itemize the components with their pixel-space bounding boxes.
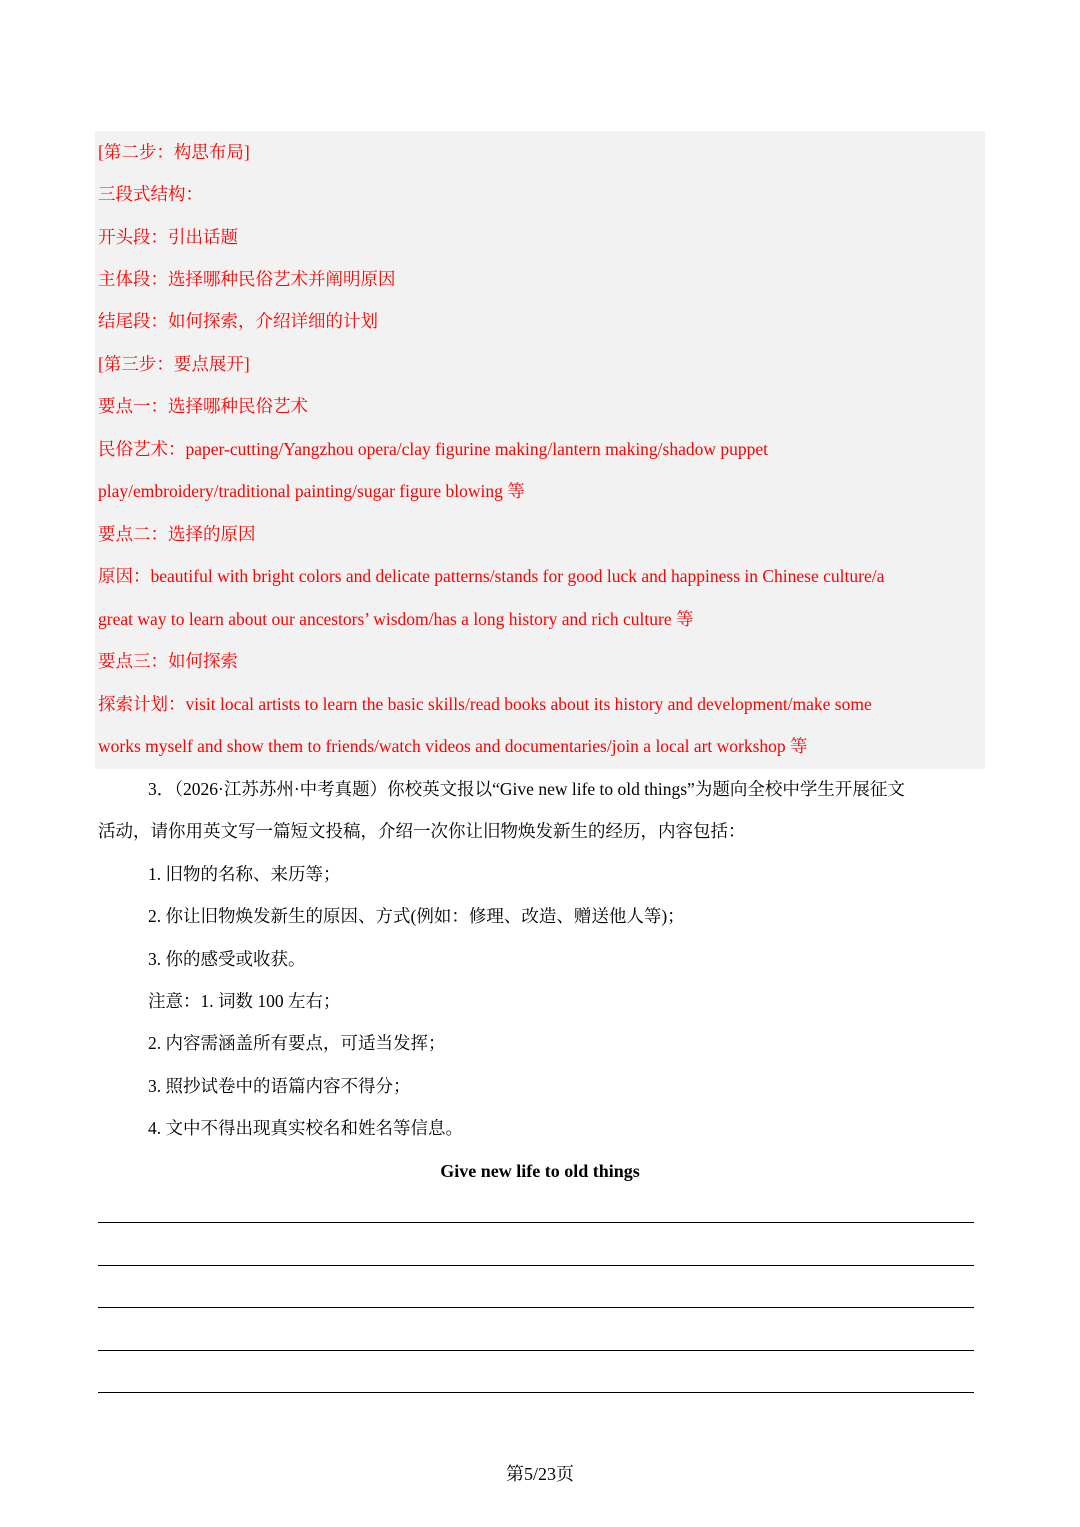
answer-line-folk-arts-cont: play/embroidery/traditional painting/sugar figure blowing 等 bbox=[98, 481, 525, 501]
answer-line-reasons: 原因：beautiful with bright colors and delicate patterns/stands for good luck and happiness in Chinese culture/a bbox=[98, 566, 885, 586]
question-intro-line1: 3．（2026·江苏苏州·中考真题）你校英文报以“Give new life to old things”为题向全校中学生开展征文 bbox=[148, 779, 905, 799]
answer-line-step2: [第二步：构思布局] bbox=[98, 142, 250, 162]
answer-line-step3: [第三步：要点展开] bbox=[98, 354, 250, 374]
writing-line bbox=[98, 1350, 974, 1351]
answer-line-point1: 要点一：选择哪种民俗艺术 bbox=[98, 396, 308, 416]
answer-line-folk-arts: 民俗艺术：paper-cutting/Yangzhou opera/clay figurine making/lantern making/shadow puppet bbox=[98, 439, 769, 459]
essay-title: Give new life to old things bbox=[440, 1161, 640, 1181]
answer-line-plan-cont: works myself and show them to friends/watch videos and documentaries/join a local art workshop 等 bbox=[98, 736, 808, 756]
answer-line-ending: 结尾段：如何探索，介绍详细的计划 bbox=[98, 311, 378, 331]
answer-line-opening: 开头段：引出话题 bbox=[98, 227, 238, 247]
answer-line-body: 主体段：选择哪种民俗艺术并阐明原因 bbox=[98, 269, 396, 289]
writing-line bbox=[98, 1222, 974, 1223]
question-item-1: 1. 旧物的名称、来历等； bbox=[148, 864, 341, 884]
question-note-2: 2. 内容需涵盖所有要点，可适当发挥； bbox=[148, 1033, 446, 1053]
writing-line bbox=[98, 1265, 974, 1266]
writing-line bbox=[98, 1307, 974, 1308]
question-item-3: 3. 你的感受或收获。 bbox=[148, 949, 306, 969]
answer-line-point2: 要点二：选择的原因 bbox=[98, 524, 256, 544]
question-intro-line2: 活动，请你用英文写一篇短文投稿，介绍一次你让旧物焕发新生的经历，内容包括： bbox=[98, 821, 746, 841]
answer-line-point3: 要点三：如何探索 bbox=[98, 651, 238, 671]
question-note-1: 注意：1. 词数 100 左右； bbox=[148, 991, 341, 1011]
page-number: 第5/23页 bbox=[505, 1464, 574, 1484]
answer-line-structure: 三段式结构： bbox=[98, 184, 203, 204]
answer-line-reasons-cont: great way to learn about our ancestors’ wisdom/has a long history and rich culture 等 bbox=[98, 609, 694, 629]
question-note-4: 4. 文中不得出现真实校名和姓名等信息。 bbox=[148, 1118, 463, 1138]
writing-line bbox=[98, 1392, 974, 1393]
question-note-3: 3. 照抄试卷中的语篇内容不得分； bbox=[148, 1076, 411, 1096]
answer-line-plan: 探索计划：visit local artists to learn the basic skills/read books about its history and development/make some bbox=[98, 694, 872, 714]
question-item-2: 2. 你让旧物焕发新生的原因、方式(例如：修理、改造、赠送他人等)； bbox=[148, 906, 685, 926]
